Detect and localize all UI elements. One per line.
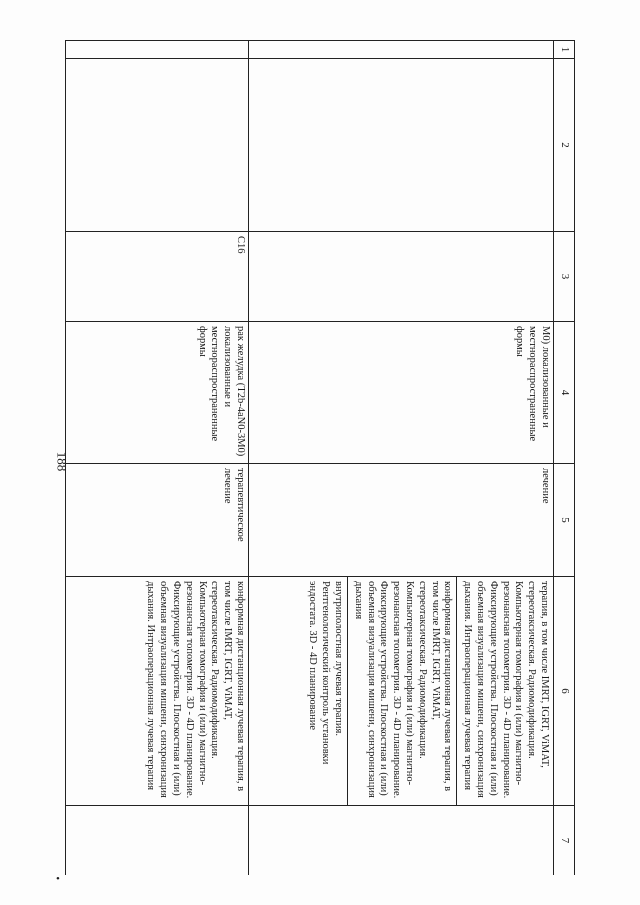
margin-mark: •	[56, 873, 60, 885]
header-col-4: 4	[554, 322, 575, 464]
cell-col-7	[249, 806, 554, 876]
cell-diagnosis-code: C16	[66, 232, 249, 322]
header-col-7: 7	[554, 806, 575, 876]
table-container	[65, 40, 575, 875]
medical-care-table	[65, 40, 575, 875]
method-entry: внутриполостная лучевая терапия. Рентгенологический контроль установки эндостата. 3D - 4D планирование	[307, 581, 345, 765]
cell-treatment-type: лечение	[249, 464, 554, 577]
cell-patient-model: M0) локализованные и местнораспространенные формы	[249, 322, 554, 464]
method-entry: терапия, в том числе IMRT, IGRT, ViMAT, стереотаксическая. Радиомодификация. Компьютерная томография и (или) магнитно-резонансная топометрия. 3D - 4D планирование. Фиксирующие устройства. Плоскостная и (или) объемная визуализация мишени, синхронизация дыхания. Интраоперационная лучевая терапия	[457, 577, 553, 805]
cell-diagnosis-code	[249, 232, 554, 322]
cell-col-7	[66, 806, 249, 876]
header-col-2: 2	[554, 59, 575, 232]
table-row	[249, 41, 554, 876]
table-row	[66, 41, 249, 876]
header-col-5: 5	[554, 464, 575, 577]
header-col-6: 6	[554, 577, 575, 806]
header-col-1: 1	[554, 41, 575, 59]
cell-treatment-methods: конформная дистанционная лучевая терапия, в том числе IMRT, IGRT, ViMAT, стереотаксическая. Радиомодификация. Компьютерная томография и (или) магнитно-резонансная топометрия. 3D - 4D планирование. Фиксирующие устройства. Плоскостная и (или) объемная визуализация мишени, синхронизация дыхания. Интраоперационная лучевая терапия	[66, 577, 249, 806]
cell-treatment-methods	[249, 577, 554, 806]
header-col-3: 3	[554, 232, 575, 322]
cell-col-2	[66, 59, 249, 232]
methods-stack	[303, 577, 553, 805]
header-row	[554, 41, 575, 876]
method-entry: конформная дистанционная лучевая терапия, в том числе IMRT, IGRT, ViMAT, стереотаксическая. Радиомодификация. Компьютерная томография и (или) магнитно-резонансная топометрия. 3D - 4D планирование. Фиксирующие устройства. Плоскостная и (или) объемная визуализация мишени, синхронизация дыхания	[348, 577, 457, 805]
cell-patient-model: рак желудка (T2b-4aN0-3M0) локализованные и местнораспространенные формы	[66, 322, 249, 464]
cell-col-2	[249, 59, 554, 232]
cell-col-1	[249, 41, 554, 59]
cell-col-1	[66, 41, 249, 59]
page-number: 188	[54, 451, 70, 472]
cell-treatment-type: терапевтическое лечение	[66, 464, 249, 577]
